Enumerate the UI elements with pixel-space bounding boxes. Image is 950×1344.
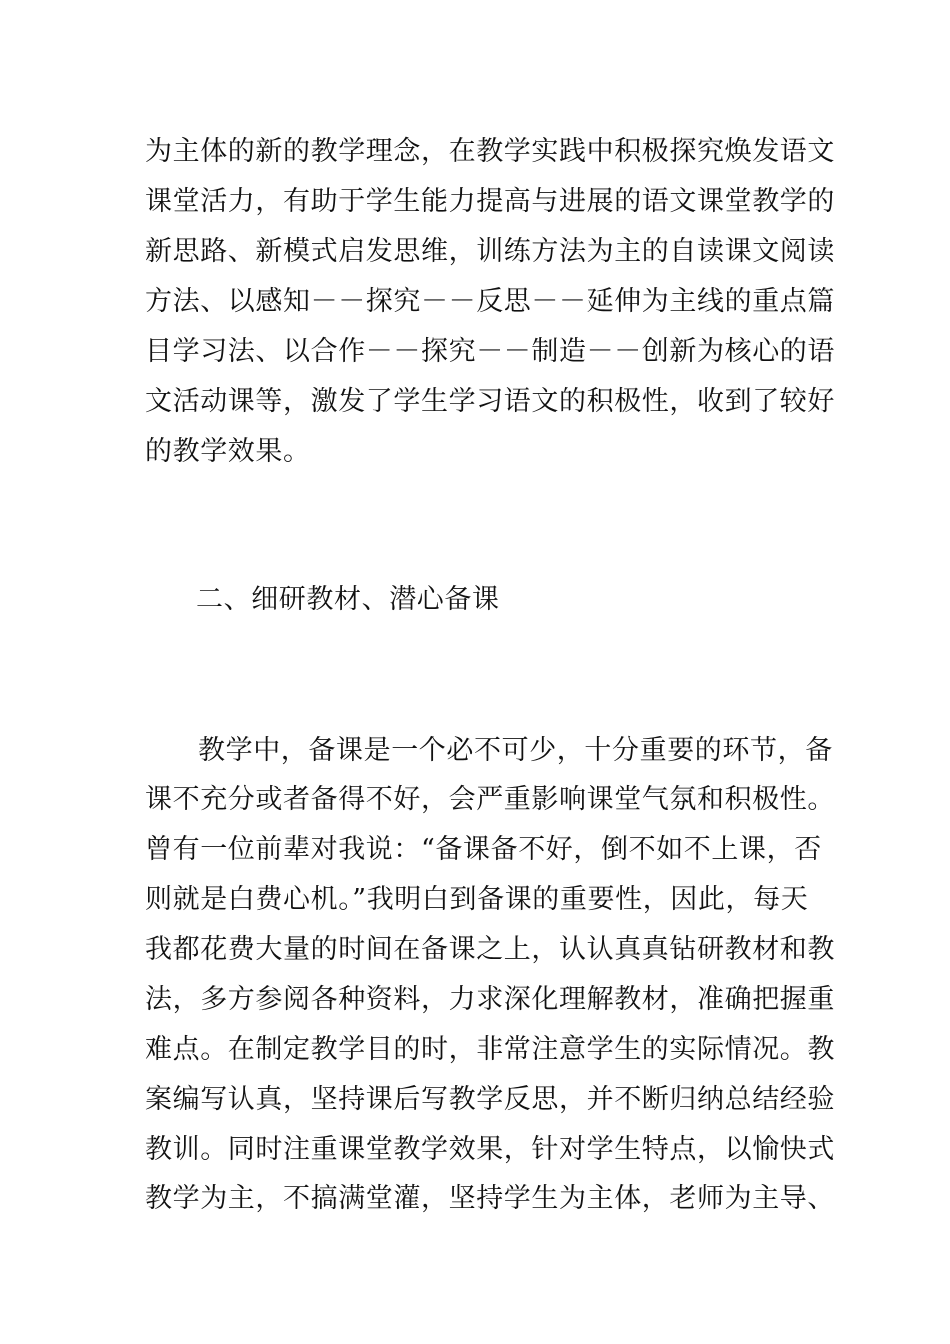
- paragraph-line: 我都花费大量的时间在备课之上，认认真真钻研教材和教: [145, 934, 835, 965]
- paragraph-line: 新思路、新模式启发思维，训练方法为主的自读课文阅读: [145, 236, 835, 267]
- paragraph-line: 则就是白费心机。”我明白到备课的重要性，因此，每天: [145, 884, 809, 915]
- paragraph-line: 课堂活力，有助于学生能力提高与进展的语文课堂教学的: [145, 186, 835, 217]
- section-heading: 二、细研教材、潜心备课: [196, 584, 500, 615]
- paragraph-line: 教学中，备课是一个必不可少，十分重要的环节，备: [198, 735, 833, 766]
- paragraph-line: 教学为主，不搞满堂灌，坚持学生为主体，老师为主导、: [145, 1183, 835, 1214]
- paragraph-line: 为主体的新的教学理念，在教学实践中积极探究焕发语文: [145, 136, 835, 167]
- paragraph-line: 课不充分或者备得不好，会严重影响课堂气氛和积极性。: [145, 784, 835, 815]
- paragraph-line: 难点。在制定教学目的时，非常注意学生的实际情况。教: [145, 1034, 835, 1065]
- paragraph-line: 教训。同时注重课堂教学效果，针对学生特点，以愉快式: [145, 1134, 835, 1165]
- paragraph-line: 的教学效果。: [145, 436, 311, 467]
- paragraph-line: 法，多方参阅各种资料，力求深化理解教材，准确把握重: [145, 984, 835, 1015]
- paragraph-line: 曾有一位前辈对我说：“备课备不好，倒不如不上课，否: [145, 834, 822, 865]
- paragraph-line: 文活动课等，激发了学生学习语文的积极性，收到了较好: [145, 386, 835, 417]
- paragraph-line: 方法、以感知－－探究－－反思－－延伸为主线的重点篇: [145, 286, 835, 317]
- paragraph-line: 案编写认真，坚持课后写教学反思，并不断归纳总结经验: [145, 1084, 835, 1115]
- paragraph-line: 目学习法、以合作－－探究－－制造－－创新为核心的语: [145, 336, 835, 367]
